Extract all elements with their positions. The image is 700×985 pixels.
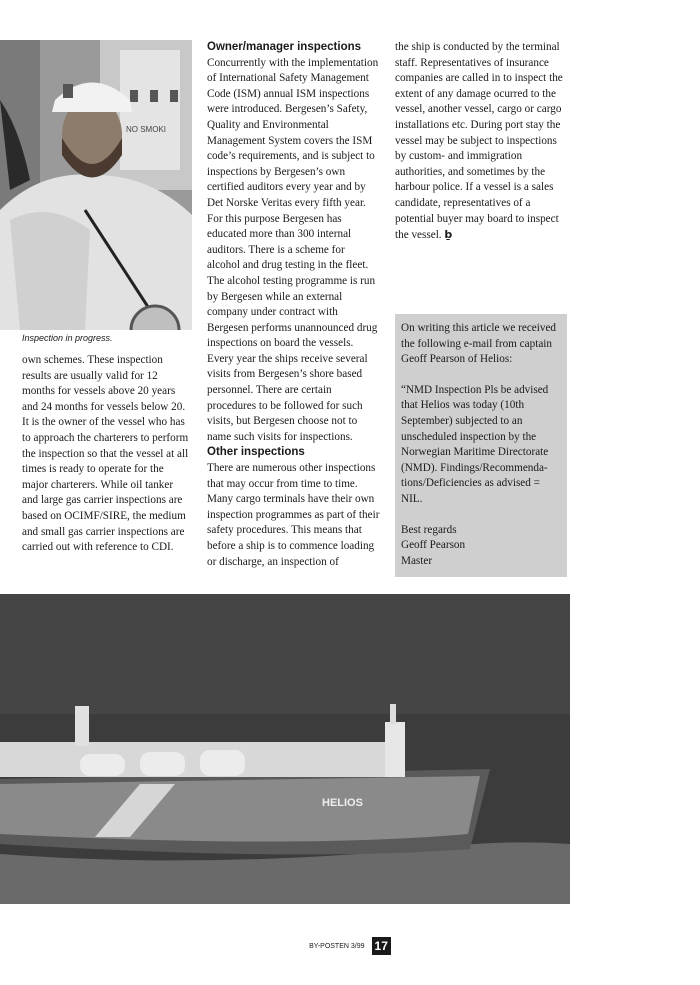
paragraph-other-inspections: There are numerous other inspections that may occur from time to time. Many cargo terminals have their own inspection programmes as part of their safety procedures. This means that before a ship is to commence loading or discharge, an inspection of [207,462,380,568]
paragraph-owner-manager: Concurrently with the implementation of International Safety Management Code (ISM) annual ISM inspections were introduced. Bergesen’s Safety, Quality and Environmental Management System covers the ISM code’s requirements, and is subject to inspections by Bergesen’s own certified auditors every year and by Det Norske Veritas every fifth year. For this purpose Bergesen has educated more than 300 internal auditors. There is a scheme for alcohol and drug testing in the fleet. The alcohol testing programme is run by Bergesen while an external company under contract with Bergesen performs unannounced drug inspections on board the vessels. Every year the ships receive several visits from Bergesen’s shore based personnel. There are certain procedures to be followed for such visits, but Bergesen choose not to name such visits for inspections. [207,56,379,443]
column-middle [207,40,380,570]
magazine-issue: BY-POSTEN 3/99 [309,942,365,950]
svg-text:HELIOS: HELIOS [322,797,363,809]
email-sign-title: Master [401,554,433,567]
column-right [395,40,565,244]
email-message: “NMD Inspection Pls be advised that Helios was today (10th September) subjected to an unscheduled inspection by the Norwegian Maritime Directorate (NMD). Findings/Recommenda-tions/Deficiencies as advised = NIL. [401,383,549,505]
inspector-photo [0,40,192,330]
end-mark-icon: ḇ [444,228,453,242]
column-right-text [395,40,565,244]
email-sign-name: Geoff Pearson [401,539,466,552]
photo-caption: Inspection in progress. [22,333,113,343]
column-right-body: the ship is conducted by the terminal staff. Representatives of insurance companies are called in to inspect the extent of any damage ocurred to the vessel, another vessel, cargo or cargo installations etc. During port stay the vessel may be subject to inspections by custom- and immigration authorities, and sometimes by the harbour police. If a vessel is a sales candidate, representatives of a potential buyer may board to inspect the vessel. [395,41,563,242]
heading-owner-manager-inspections: Owner/manager inspections [207,41,362,53]
email-sidebar-box [395,314,567,577]
page-number: 17 [372,937,391,955]
heading-other-inspections: Other inspections [207,446,305,459]
svg-text:NO SMOKI: NO SMOKI [126,125,167,134]
email-sign-regards: Best regards [401,523,457,536]
page-footer [0,937,700,955]
column-left-text: own schemes. These inspection results are usually valid for 12 months for vessels above 20 years and 24 months for vessels below 20. It is the owner of the vessel who has to approach the charterers to perform the inspection so that the vessel at all times is ready to operate for the major charterers. While oil tanker and large gas carrier inspections are based on OCIMF/SIRE, the medium and small gas carrier inspections are carried out with reference to CDI. [22,354,189,554]
ship-photo [0,594,570,904]
email-intro: On writing this article we received the following e-mail from captain Geoff Pearson of Helios: [401,322,557,366]
column-left [22,353,192,556]
